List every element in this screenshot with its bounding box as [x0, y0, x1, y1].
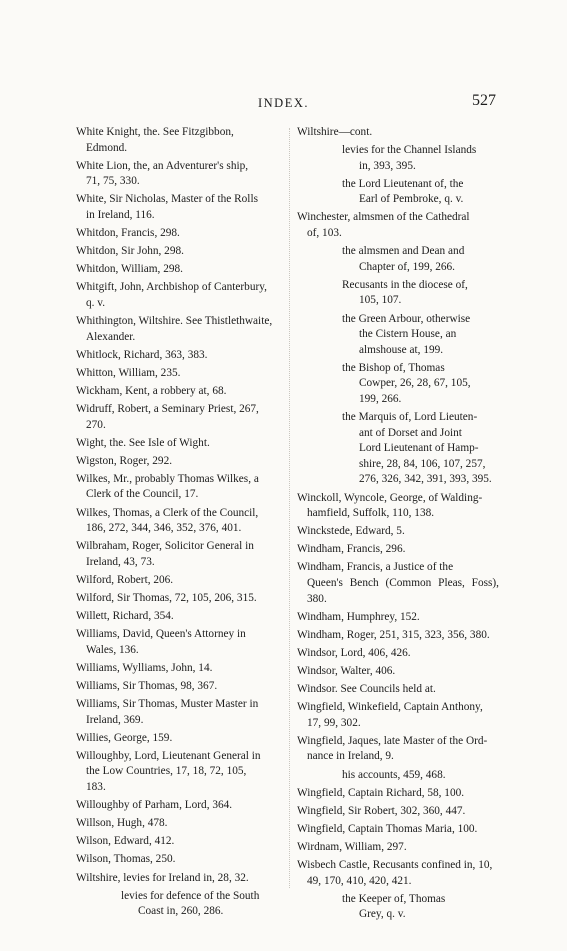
index-entry-line: Wingfield, Sir Robert, 302, 360, 447.: [297, 804, 466, 817]
index-entry-line: the Green Arbour, otherwise: [342, 312, 471, 325]
index-column-left: [76, 125, 286, 922]
index-entry-line: Windsor, Lord, 406, 426.: [297, 646, 411, 659]
index-entry-line: Willson, Hugh, 478.: [76, 817, 168, 830]
index-column-right: [297, 125, 499, 925]
index-entry-line: Willoughby, Lord, Lieutenant General in: [76, 749, 261, 762]
index-entry: [76, 731, 286, 747]
index-entry-line: Wiltshire—cont.: [297, 126, 373, 138]
index-entry: [297, 664, 499, 680]
index-entry-line: Grey, q. v.: [359, 908, 406, 921]
index-entry-line: Willett, Richard, 354.: [76, 610, 174, 623]
page-header-title: INDEX.: [257, 96, 309, 110]
index-entry-line: White Knight, the. See Fitzgibbon,: [76, 126, 234, 138]
index-subentry: [297, 177, 499, 208]
index-entry: [297, 840, 499, 856]
index-entry-line: Wilson, Edward, 412.: [76, 835, 175, 848]
index-entry-line: the Low Countries, 17, 18, 72, 105,: [86, 765, 247, 778]
index-entry-line: Wingfield, Captain Richard, 58, 100.: [297, 786, 465, 799]
index-entry-line: Windham, Roger, 251, 315, 323, 356, 380.: [297, 628, 490, 641]
index-entry-line: Ireland, 369.: [86, 713, 144, 726]
index-entry: [297, 858, 499, 889]
index-entry-line: Wirdnam, William, 297.: [297, 840, 407, 853]
index-entry-line: Willies, George, 159.: [76, 731, 173, 744]
index-entry-line: Wilson, Thomas, 250.: [76, 853, 176, 866]
index-entry-line: almshouse at, 199.: [359, 343, 444, 356]
index-entry-line: in, 393, 395.: [359, 159, 416, 172]
index-entry-line: Wales, 136.: [86, 643, 139, 656]
index-entry-line: Wight, the. See Isle of Wight.: [76, 436, 210, 449]
index-entry-line: Edmond.: [86, 141, 128, 154]
index-entry: [76, 816, 286, 832]
index-entry-line: Winchester, almsmen of the Cathedral: [297, 211, 470, 224]
index-entry: [297, 524, 499, 540]
index-entry: [297, 125, 499, 141]
index-entry-line: Wingfield, Captain Thomas Maria, 100.: [297, 822, 478, 835]
index-entry: [297, 646, 499, 662]
index-entry: [76, 852, 286, 868]
index-entry: [76, 573, 286, 589]
index-entry-line: his accounts, 459, 468.: [342, 768, 446, 781]
index-entry: [76, 192, 286, 223]
index-entry: [76, 539, 286, 570]
index-entry-line: Wilkes, Mr., probably Thomas Wilkes, a: [76, 472, 259, 485]
index-entry-line: 49, 170, 410, 420, 421.: [307, 874, 412, 887]
index-entry-line: in Ireland, 116.: [86, 208, 155, 221]
index-entry-line: 71, 75, 330.: [86, 175, 140, 188]
index-entry: [76, 697, 286, 728]
index-entry: [297, 560, 499, 607]
index-subentry: [76, 889, 286, 920]
index-entry-line: Queen's Bench (Common Pleas, Foss), 380.: [307, 577, 499, 605]
index-entry: [76, 348, 286, 364]
index-entry: [297, 542, 499, 558]
index-entry: [297, 804, 499, 820]
index-entry: [76, 627, 286, 658]
index-entry-line: the Marquis of, Lord Lieuten-: [342, 411, 478, 424]
index-entry-line: the Keeper of, Thomas: [342, 892, 446, 905]
index-entry: [76, 226, 286, 242]
index-entry-line: Whitdon, Sir John, 298.: [76, 245, 184, 258]
index-entry-line: Willoughby of Parham, Lord, 364.: [76, 799, 233, 812]
index-entry-line: levies for the Channel Islands: [342, 144, 477, 157]
index-entry: [297, 210, 499, 241]
index-entry-line: Williams, Wylliams, John, 14.: [76, 661, 213, 674]
index-entry: [76, 472, 286, 503]
index-entry-line: Williams, Sir Thomas, Muster Master in: [76, 698, 259, 711]
index-entry: [76, 661, 286, 677]
index-subentry: [297, 410, 499, 488]
index-entry-line: Chapter of, 199, 266.: [359, 260, 456, 273]
index-entry-line: Coast in, 260, 286.: [138, 905, 224, 918]
index-entry-line: Cowper, 26, 28, 67, 105,: [359, 377, 471, 390]
index-entry-line: Windham, Francis, a Justice of the: [297, 561, 454, 574]
column-divider: [289, 128, 290, 888]
index-entry-line: q. v.: [86, 296, 106, 309]
index-entry-line: Whitdon, William, 298.: [76, 263, 183, 276]
index-entry: [297, 822, 499, 838]
index-entry: [76, 402, 286, 433]
index-entry-line: Wiltshire, levies for Ireland in, 28, 32.: [76, 871, 249, 884]
index-entry-line: Wilford, Sir Thomas, 72, 105, 206, 315.: [76, 592, 257, 605]
index-entry: [297, 734, 499, 765]
index-entry-line: White, Sir Nicholas, Master of the Rolls: [76, 193, 258, 206]
index-entry-line: of, 103.: [307, 227, 342, 240]
index-entry-line: Clerk of the Council, 17.: [86, 488, 199, 501]
index-entry-line: Whitton, William, 235.: [76, 366, 181, 379]
index-entry-line: Winckoll, Wyncole, George, of Walding-: [297, 491, 483, 504]
index-subentry: [297, 768, 499, 784]
index-entry-line: nance in Ireland, 9.: [307, 750, 394, 763]
index-entry-line: the Lord Lieutenant of, the: [342, 177, 464, 190]
index-entry-line: 276, 326, 342, 391, 393, 395.: [359, 473, 492, 486]
index-entry-line: Winckstede, Edward, 5.: [297, 525, 405, 538]
index-entry: [76, 679, 286, 695]
index-entry-line: Alexander.: [86, 330, 136, 343]
index-entry: [76, 798, 286, 814]
index-entry: [297, 610, 499, 626]
index-subentry: [297, 244, 499, 275]
index-entry-line: Whitgift, John, Archbishop of Canterbury,: [76, 281, 267, 294]
index-entry-line: 199, 266.: [359, 393, 402, 405]
index-entry-line: levies for defence of the South: [121, 889, 260, 902]
index-entry: [297, 700, 499, 731]
index-subentry: [297, 892, 499, 923]
index-entry-line: Wigston, Roger, 292.: [76, 454, 173, 467]
index-entry-line: Wilkes, Thomas, a Clerk of the Council,: [76, 506, 259, 519]
index-entry: [76, 834, 286, 850]
index-entry-line: Wisbech Castle, Recusants confined in, 10,: [297, 859, 493, 872]
index-entry-line: Wilbraham, Roger, Solicitor General in: [76, 540, 254, 553]
index-entry: [76, 125, 286, 156]
index-entry: [76, 244, 286, 260]
index-entry-line: Wingfield, Jaques, late Master of the Ord-: [297, 734, 488, 747]
index-entry: [297, 682, 499, 698]
index-entry-line: ant of Dorset and Joint: [359, 426, 462, 439]
index-entry-line: White Lion, the, an Adventurer's ship,: [76, 159, 249, 172]
index-entry-line: Earl of Pembroke, q. v.: [359, 193, 464, 206]
index-entry: [76, 262, 286, 278]
page-number: 527: [472, 92, 496, 109]
index-entry: [297, 628, 499, 644]
index-entry-line: the Bishop of, Thomas: [342, 361, 445, 374]
index-entry-line: Whithington, Wiltshire. See Thistlethwaite,: [76, 315, 273, 328]
index-entry: [76, 384, 286, 400]
index-entry-line: Windham, Humphrey, 152.: [297, 610, 420, 623]
index-entry-line: Windham, Francis, 296.: [297, 543, 406, 556]
index-entry-line: Widruff, Robert, a Seminary Priest, 267,: [76, 403, 259, 415]
index-entry: [297, 491, 499, 522]
index-entry-line: Whitdon, Francis, 298.: [76, 227, 180, 240]
index-entry: [76, 506, 286, 537]
index-entry-line: Wickham, Kent, a robbery at, 68.: [76, 384, 227, 397]
index-entry-line: the Cistern House, an: [359, 328, 457, 341]
index-subentry: [297, 143, 499, 174]
index-entry: [76, 609, 286, 625]
index-entry-line: Wingfield, Winkefield, Captain Anthony,: [297, 701, 483, 714]
index-entry: [76, 591, 286, 607]
index-entry-line: 186, 272, 344, 346, 352, 376, 401.: [86, 522, 242, 535]
index-entry-line: Lord Lieutenant of Hamp-: [359, 442, 479, 455]
index-entry-line: 183.: [86, 781, 106, 794]
index-entry-line: Williams, David, Queen's Attorney in: [76, 628, 246, 641]
index-entry-line: 105, 107.: [359, 294, 402, 307]
index-subentry: [297, 361, 499, 408]
index-entry-line: Recusants in the diocese of,: [342, 278, 468, 291]
index-entry-line: shire, 28, 84, 106, 107, 257,: [359, 457, 486, 470]
index-entry: [76, 280, 286, 311]
index-entry: [297, 786, 499, 802]
index-entry-line: Wilford, Robert, 206.: [76, 573, 174, 586]
index-entry: [76, 871, 286, 887]
index-entry-line: Ireland, 43, 73.: [86, 555, 155, 568]
index-entry-line: Whitlock, Richard, 363, 383.: [76, 348, 208, 361]
index-entry-line: 270.: [86, 418, 106, 431]
index-entry: [76, 454, 286, 470]
index-entry-line: the almsmen and Dean and: [342, 245, 465, 258]
index-entry-line: Windsor. See Councils held at.: [297, 683, 436, 696]
index-entry: [76, 159, 286, 190]
index-subentry: [297, 312, 499, 359]
index-entry: [76, 436, 286, 452]
index-entry: [76, 314, 286, 345]
index-entry-line: Williams, Sir Thomas, 98, 367.: [76, 680, 218, 692]
index-entry-line: Windsor, Walter, 406.: [297, 665, 396, 677]
index-entry-line: 17, 99, 302.: [307, 716, 361, 729]
index-entry: [76, 749, 286, 796]
index-subentry: [297, 278, 499, 309]
index-entry: [76, 366, 286, 382]
index-entry-line: hamfield, Suffolk, 110, 138.: [307, 507, 435, 520]
